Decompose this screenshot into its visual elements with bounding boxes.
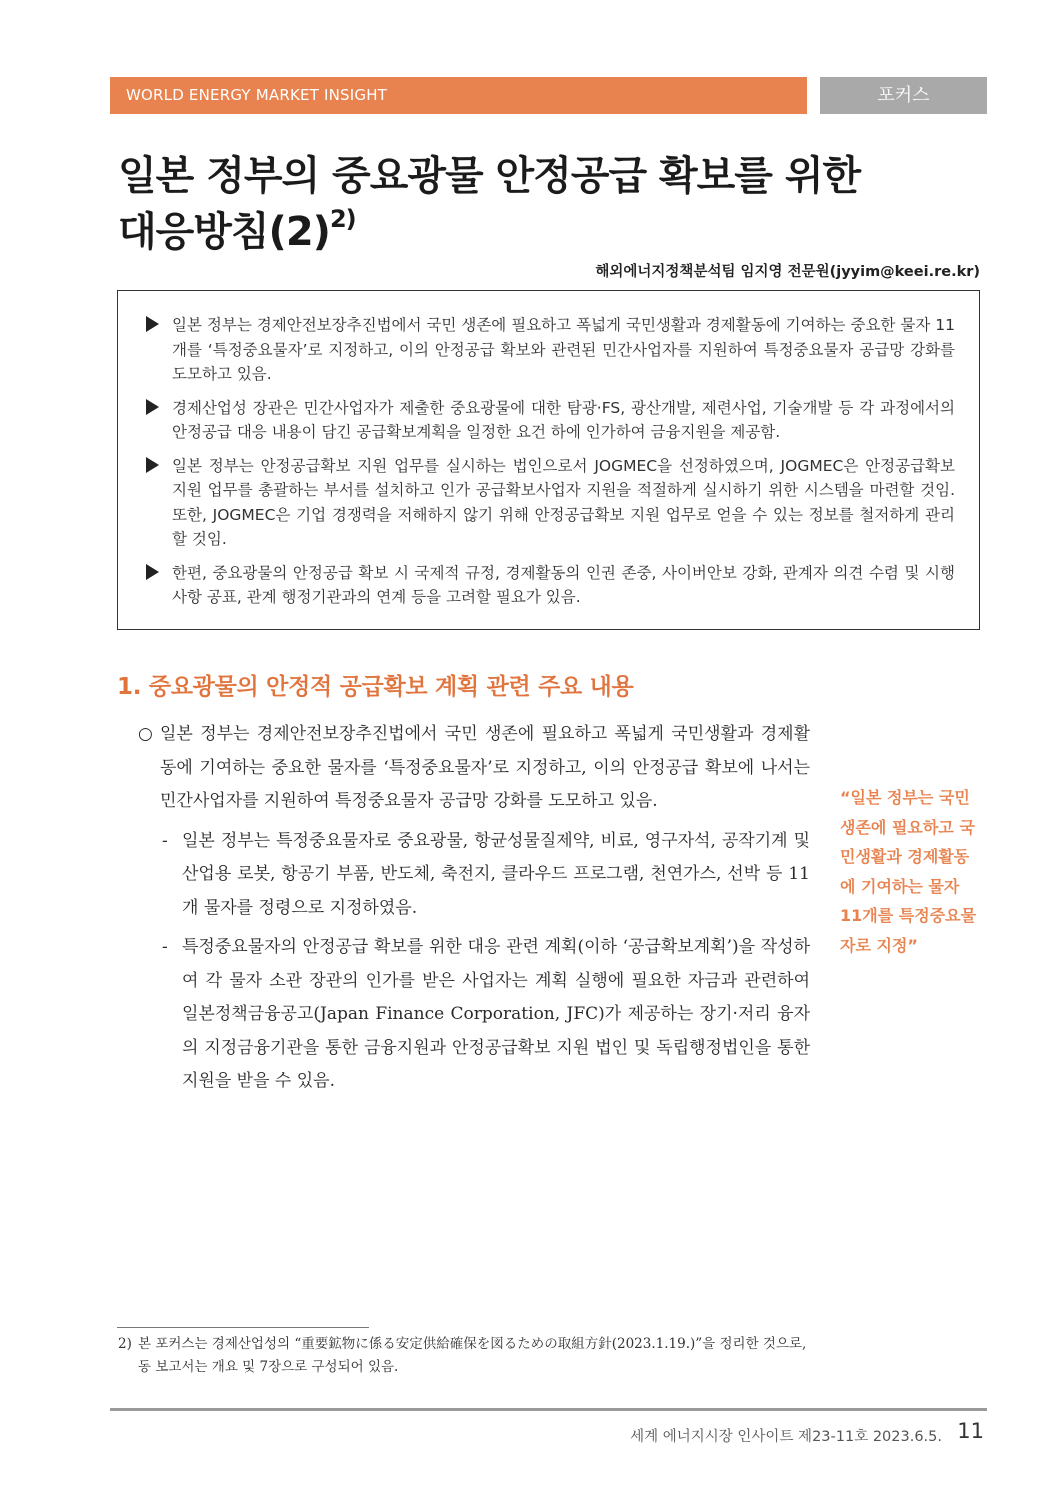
summary-box	[117, 290, 980, 630]
footnote	[118, 1333, 810, 1379]
dash-bullet-icon: -	[162, 830, 168, 851]
summary-text: 경제산업성 장관은 민간사업자가 제출한 중요광물에 대한 탐광·FS, 광산개발, 제련사업, 기술개발 등 각 과정에서의 안정공급 대응 내용이 담긴 공급확보계획을 일정한 요건 하에 인가하여 금융지원을 제공함.	[172, 398, 955, 441]
footnote-divider	[117, 1327, 369, 1328]
footer-divider	[110, 1408, 987, 1411]
dash-item-text: 특정중요물자의 안정공급 확보를 위한 대응 관련 계획(이하 ‘공급확보계획’)을 작성하여 각 물자 소관 장관의 인가를 받은 사업자는 계획 실행에 필요한 자금과 관련하여 일본정책금융공고(Japan Finance Corporation, JFC)가 제공하는 장기·저리 융자의 지정금융기관을 통한 금융지원과 안정공급확보 지원 법인 및 독립행정법인을 통한 지원을 받을 수 있음.	[182, 937, 810, 1091]
dash-item	[138, 825, 810, 926]
page-number: 11	[957, 1419, 984, 1443]
summary-text: 한편, 중요광물의 안정공급 확보 시 국제적 규정, 경제활동의 인권 존중, 사이버안보 강화, 관계자 의견 수렴 및 시행 사항 공표, 관계 행정기관과의 연계 등을 고려할 필요가 있음.	[172, 563, 955, 606]
title-line-2	[118, 204, 978, 260]
summary-item	[142, 454, 955, 552]
section-heading: 1. 중요광물의 안정적 공급확보 계획 관련 주요 내용	[117, 674, 634, 700]
triangle-bullet-icon	[146, 564, 159, 580]
pull-quote: “일본 정부는 국민 생존에 필요하고 국민생활과 경제활동에 기여하는 물자 11개를 특정중요물자로 지정”	[840, 788, 977, 955]
triangle-bullet-icon	[146, 316, 159, 332]
section-tab	[820, 77, 987, 114]
summary-text: 일본 정부는 경제안전보장추진법에서 국민 생존에 필요하고 폭넓게 국민생활과 경제활동에 기여하는 중요한 물자 11개를 ‘특정중요물자’로 지정하고, 이의 안정공급 확보와 관련된 민간사업자를 지원하여 특정중요물자 공급망 강화를 도모하고 있음.	[172, 316, 955, 383]
title-line-1: 일본 정부의 중요광물 안정공급 확보를 위한	[118, 153, 861, 199]
footer-publication: 세계 에너지시장 인사이트 제23-11호 2023.6.5.	[630, 1429, 942, 1445]
summary-text: 일본 정부는 안정공급확보 지원 업무를 실시하는 법인으로서 JOGMEC을 선정하였으며, JOGMEC은 안정공급확보 지원 업무를 총괄하는 부서를 설치하고 인가 공급확보사업자 지원을 적절하게 실시하기 위한 시스템을 마련할 것임. 또한, JOGMEC은 기업 경쟁력을 저해하지 않기 위해 안정공급확보 지원 업무로 얻을 수 있는 정보를 철저하게 관리할 것임.	[172, 456, 955, 548]
page-title	[118, 148, 978, 260]
dash-item	[138, 931, 810, 1099]
summary-item	[142, 396, 955, 445]
dash-bullet-icon: -	[162, 937, 168, 957]
triangle-bullet-icon	[146, 457, 159, 473]
footnote-text: 본 포커스는 경제산업성의 “重要鉱物に係る安定供給確保を図るための取組方針(2023.1.19.)”을 정리한 것으로, 동 보고서는 개요 및 7장으로 구성되어 있음.	[138, 1336, 807, 1375]
dash-item-text: 일본 정부는 특정중요물자로 중요광물, 항균성물질제약, 비료, 영구자석, 공작기계 및 산업용 로봇, 항공기 부품, 반도체, 축전지, 클라우드 프로그램, 천연가스, 선박 등 11개 물자를 정령으로 지정하였음.	[182, 830, 810, 918]
triangle-bullet-icon	[146, 399, 159, 415]
body-column	[138, 718, 810, 1099]
series-label: WORLD ENERGY MARKET INSIGHT	[126, 86, 388, 104]
footnote-number: 2)	[118, 1336, 132, 1352]
author-byline: 해외에너지정책분석팀 임지영 전문원(jyyim@keei.re.kr)	[595, 264, 980, 280]
section-tab-label: 포커스	[877, 85, 930, 106]
title-line-2-text: 대응방침(2)	[118, 209, 330, 255]
title-footnote-ref[interactable]: 2)	[329, 205, 356, 233]
summary-item	[142, 561, 955, 610]
summary-item	[142, 313, 955, 387]
circle-bullet-icon: ○	[138, 724, 153, 744]
body-paragraph-text: 일본 정부는 경제안전보장추진법에서 국민 생존에 필요하고 폭넓게 국민생활과 경제활동에 기여하는 중요한 물자를 ‘특정중요물자’로 지정하고, 이의 안정공급 확보에 나서는 민간사업자를 지원하여 특정중요물자 공급망 강화를 도모하고 있음.	[160, 724, 810, 811]
series-header-bar	[110, 77, 807, 114]
body-paragraph	[138, 718, 810, 819]
